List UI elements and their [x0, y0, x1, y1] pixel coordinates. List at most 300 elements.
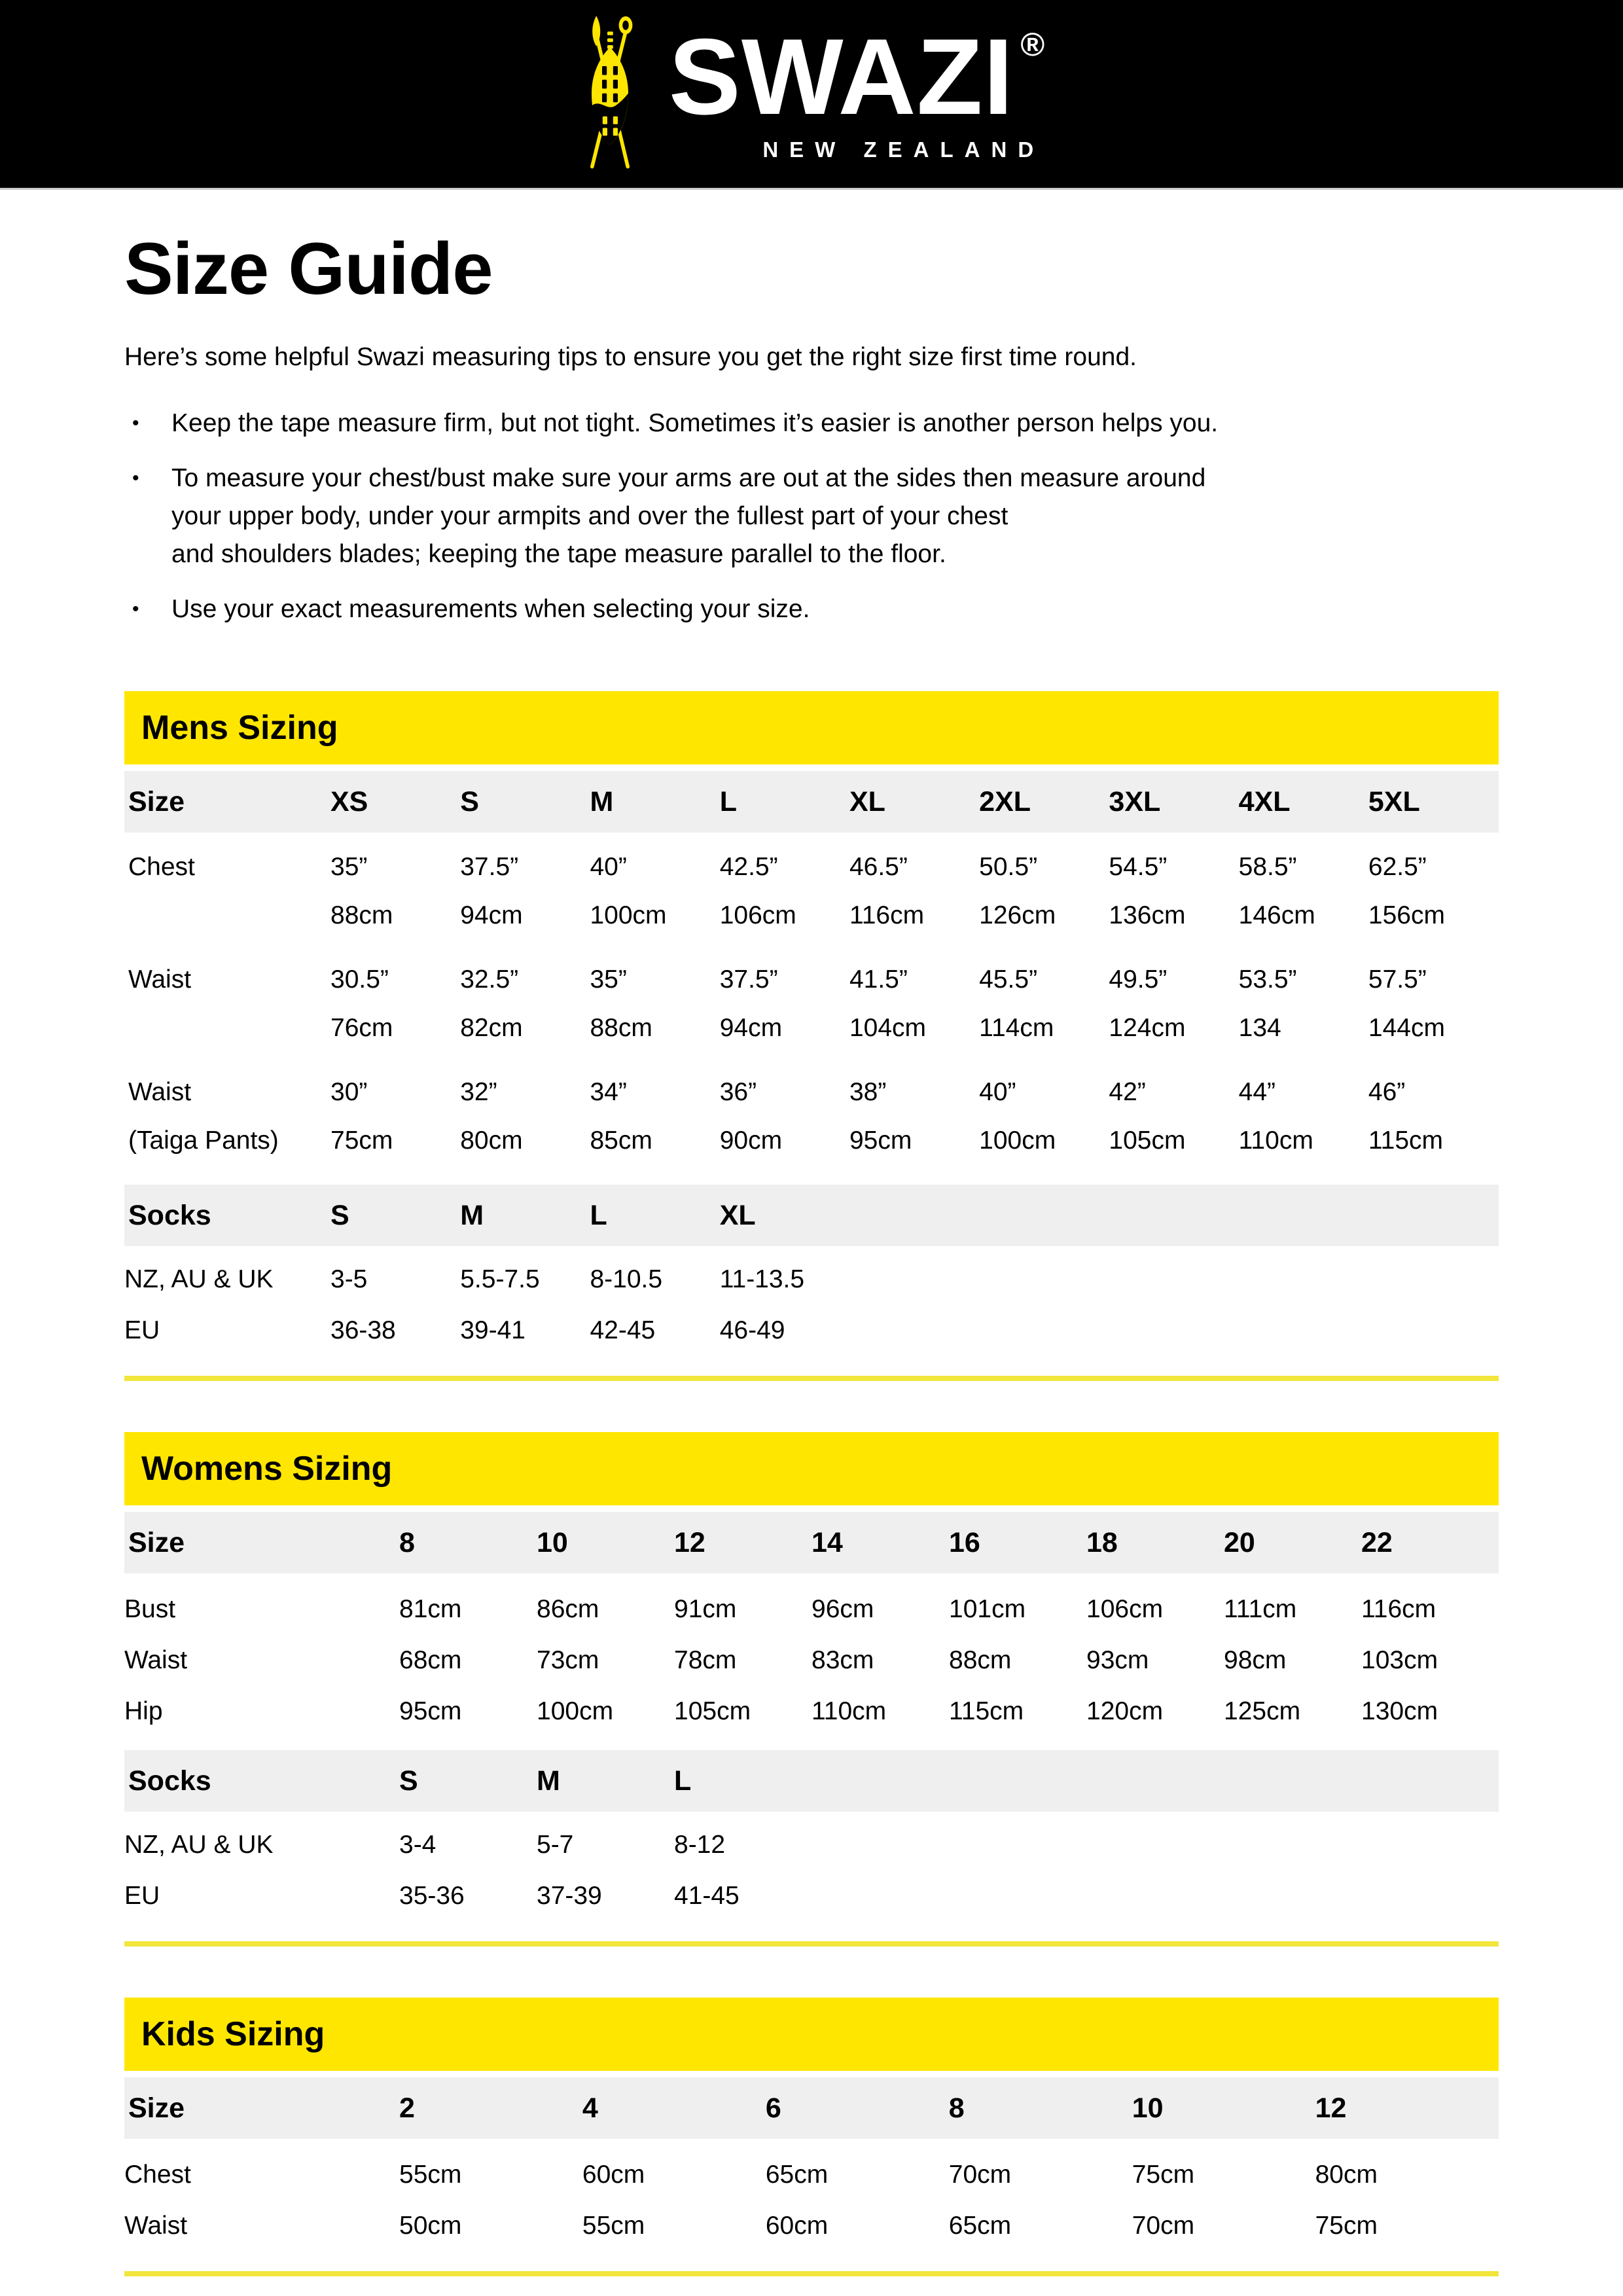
column-header-text: Size	[128, 785, 185, 817]
cell-value: 60cm	[765, 2212, 829, 2240]
row-label-header	[124, 1200, 330, 1232]
measurement-cell	[979, 1077, 1109, 1156]
value-inches: 30”	[330, 1078, 368, 1107]
column-header-text: 4	[582, 2092, 598, 2124]
column-header-text: 16	[949, 1526, 980, 1558]
row-label	[124, 1634, 399, 1685]
column-header	[399, 2092, 582, 2125]
cell-value: 83cm	[812, 1646, 874, 1675]
column-header	[1368, 786, 1498, 818]
cell-value: 37-39	[537, 1882, 602, 1910]
column-header	[582, 2092, 766, 2125]
value-inches: 62.5”	[1368, 853, 1427, 882]
column-header	[674, 1527, 812, 1559]
cell-value: 65cm	[765, 2161, 829, 2189]
list-item-line: and shoulders blades; keeping the tape measure parallel to the floor.	[171, 540, 946, 569]
mens-section-title: Mens Sizing	[141, 709, 338, 747]
value-cm: 115cm	[1368, 1126, 1444, 1155]
value-cell	[1361, 1685, 1499, 1736]
cell-value: 55cm	[399, 2161, 462, 2189]
womens-section-title: Womens Sizing	[141, 1450, 393, 1488]
value-cell	[1361, 1583, 1499, 1634]
row-label-text: Chest	[124, 2161, 191, 2189]
measurement-cell	[1239, 852, 1368, 931]
value-cell	[720, 1253, 849, 1304]
row-label	[124, 1253, 330, 1304]
cell-value: 8-10.5	[590, 1265, 663, 1294]
measurement-cell	[720, 1077, 849, 1156]
row-label-text: EU	[124, 1316, 160, 1345]
cell-value: 70cm	[1132, 2212, 1195, 2240]
bullet-icon: •	[132, 598, 139, 620]
measurement-cell	[1368, 965, 1498, 1043]
registered-mark-icon: ®	[1020, 26, 1045, 63]
value-cm: 104cm	[849, 1014, 926, 1043]
column-header-text: 2	[399, 2092, 415, 2124]
column-header-text: L	[674, 1765, 692, 1797]
value-cell	[949, 1634, 1086, 1685]
cell-value: 96cm	[812, 1595, 874, 1624]
measurement-cell	[460, 1077, 590, 1156]
value-inches: 54.5”	[1109, 853, 1168, 882]
row-label	[124, 1685, 399, 1736]
value-cm: 94cm	[460, 901, 523, 930]
row-label	[124, 2148, 399, 2199]
row-label-header	[124, 1765, 399, 1797]
row-label-header	[124, 786, 330, 818]
column-header-text: M	[537, 1765, 560, 1797]
value-inches: 46.5”	[849, 853, 908, 882]
value-cell	[674, 1634, 812, 1685]
measurement-cell	[1368, 852, 1498, 931]
column-header-text: L	[590, 1199, 607, 1231]
value-cell	[1361, 1634, 1499, 1685]
column-header	[949, 2092, 1132, 2125]
value-cm: 94cm	[719, 1014, 783, 1043]
cell-value: 105cm	[674, 1697, 751, 1726]
value-cm: 134	[1238, 1014, 1281, 1043]
cell-value: 95cm	[399, 1697, 462, 1726]
value-cm: 76cm	[330, 1014, 393, 1043]
value-inches: 50.5”	[979, 853, 1038, 882]
list-item-text	[171, 404, 1218, 442]
cell-value: 39-41	[460, 1316, 526, 1345]
value-inches: 32”	[460, 1078, 497, 1107]
measurement-cell	[330, 965, 460, 1043]
value-cm: 80cm	[460, 1126, 523, 1155]
value-cell	[1086, 1685, 1224, 1736]
swazi-logo	[668, 16, 1045, 162]
value-cm: 100cm	[590, 901, 667, 930]
value-inches: 38”	[849, 1078, 887, 1107]
column-header-text: Size	[128, 2092, 185, 2124]
column-header-text: 5XL	[1368, 785, 1420, 817]
value-cell	[1086, 1634, 1224, 1685]
measurement-cell	[1239, 965, 1368, 1043]
list-item	[124, 590, 1499, 628]
column-header	[330, 1200, 460, 1232]
column-header	[1315, 2092, 1499, 2125]
column-header	[674, 1765, 812, 1797]
column-header	[1239, 786, 1368, 818]
column-header	[399, 1765, 537, 1797]
value-inches: 49.5”	[1109, 965, 1168, 994]
mens-taiga-waist-row	[124, 1058, 1499, 1170]
column-header	[720, 786, 849, 818]
kids-section-divider	[124, 2271, 1499, 2276]
column-header-text: Socks	[128, 1765, 211, 1797]
cell-value: 73cm	[537, 1646, 599, 1675]
mens-socks-eu-row	[124, 1304, 1499, 1355]
column-header-text: 4XL	[1238, 785, 1291, 817]
swazi-shield-icon	[579, 13, 641, 175]
column-header	[1132, 2092, 1315, 2125]
value-cm: 90cm	[719, 1126, 783, 1155]
value-cell	[1224, 1634, 1361, 1685]
cell-value: 130cm	[1361, 1697, 1438, 1726]
value-cm: 95cm	[849, 1126, 912, 1155]
column-header	[1224, 1527, 1361, 1559]
column-header-text: XS	[330, 785, 368, 817]
list-item	[124, 404, 1499, 442]
brand-country: NEW ZEALAND	[762, 137, 1045, 162]
column-header	[849, 786, 979, 818]
mens-waist-row	[124, 945, 1499, 1058]
cell-value: 50cm	[399, 2212, 462, 2240]
value-cell	[537, 1583, 674, 1634]
cell-value: 46-49	[719, 1316, 785, 1345]
list-item-line: To measure your chest/bust make sure your arms are out at the sides then measure around	[171, 464, 1206, 493]
value-cm: 88cm	[590, 1014, 652, 1043]
cell-value: 115cm	[949, 1697, 1024, 1726]
value-cell	[674, 1818, 812, 1869]
row-label	[124, 1304, 330, 1355]
womens-socks-eu-row	[124, 1869, 1499, 1920]
measurement-cell	[849, 1077, 979, 1156]
value-cm: 105cm	[1109, 1126, 1186, 1155]
value-inches: 35”	[330, 853, 368, 882]
value-cell	[812, 1685, 949, 1736]
cell-value: 110cm	[812, 1697, 887, 1726]
womens-table-header-row	[124, 1512, 1499, 1573]
cell-value: 5-7	[537, 1831, 574, 1859]
measurement-cell	[1239, 1077, 1368, 1156]
womens-section	[124, 1432, 1499, 1946]
mens-table-header-row	[124, 771, 1499, 833]
column-header-text: S	[330, 1199, 349, 1231]
value-cell	[330, 1304, 460, 1355]
value-cm: 124cm	[1109, 1014, 1186, 1043]
mens-section-divider	[124, 1376, 1499, 1381]
column-header	[590, 1200, 719, 1232]
list-item-text	[171, 459, 1205, 573]
measurement-cell	[1109, 965, 1238, 1043]
value-cell	[674, 1583, 812, 1634]
column-header-text: 20	[1224, 1526, 1255, 1558]
row-label-text: Bust	[124, 1595, 176, 1624]
row-label-text: Waist	[124, 1646, 188, 1675]
value-cm: 126cm	[979, 901, 1056, 930]
column-header-text: 10	[1132, 2092, 1164, 2124]
value-cell	[582, 2199, 766, 2250]
page-title: Size Guide	[124, 228, 493, 310]
value-cm: 100cm	[979, 1126, 1056, 1155]
cell-value: 80cm	[1315, 2161, 1378, 2189]
column-header-text: XL	[849, 785, 885, 817]
kids-section	[124, 1998, 1499, 2276]
row-label-text: NZ, AU & UK	[124, 1831, 274, 1859]
measurement-cell	[1109, 852, 1238, 931]
brand-wordmark: SWAZI	[668, 16, 1014, 137]
cell-value: 55cm	[582, 2212, 645, 2240]
value-inches: 42.5”	[719, 853, 778, 882]
value-inches: 40”	[590, 853, 627, 882]
row-label-header	[124, 2092, 399, 2125]
row-label-header	[124, 1527, 399, 1559]
list-item-line: your upper body, under your armpits and over the fullest part of your chest	[171, 502, 1008, 531]
row-label	[124, 852, 330, 931]
list-item-line: Use your exact measurements when selecting your size.	[171, 595, 810, 624]
column-header-text: 10	[537, 1526, 568, 1558]
row-label-line1: Waist	[128, 1078, 192, 1107]
row-label	[124, 1077, 330, 1156]
value-cm: 85cm	[590, 1126, 652, 1155]
value-cell	[1224, 1685, 1361, 1736]
page-content	[0, 228, 1623, 2276]
cell-value: 3-4	[399, 1831, 437, 1859]
cell-value: 68cm	[399, 1646, 462, 1675]
value-cm: 114cm	[979, 1014, 1054, 1043]
measurement-cell	[979, 852, 1109, 931]
value-cm: 156cm	[1368, 901, 1445, 930]
womens-section-divider	[124, 1941, 1499, 1946]
column-header-text: 6	[765, 2092, 781, 2124]
column-header-text: Socks	[128, 1199, 211, 1231]
column-header	[949, 1527, 1086, 1559]
value-cm: 144cm	[1368, 1014, 1445, 1043]
list-item-text	[171, 590, 810, 628]
value-cm: 106cm	[719, 901, 796, 930]
value-cell	[949, 1685, 1086, 1736]
value-cm: 116cm	[849, 901, 925, 930]
cell-value: 60cm	[582, 2161, 645, 2189]
kids-section-title: Kids Sizing	[141, 2015, 325, 2054]
value-cm: 136cm	[1109, 901, 1186, 930]
intro-text: Here’s some helpful Swazi measuring tips to ensure you get the right size first time round.	[124, 343, 1137, 372]
value-cell	[582, 2148, 766, 2199]
cell-value: 98cm	[1224, 1646, 1287, 1675]
value-cell	[1315, 2148, 1499, 2199]
value-inches: 42”	[1109, 1078, 1146, 1107]
row-label-line2: (Taiga Pants)	[128, 1126, 279, 1155]
value-cell	[399, 1634, 537, 1685]
bullet-icon: •	[132, 412, 139, 435]
value-cm: 110cm	[1238, 1126, 1313, 1155]
column-header	[766, 2092, 949, 2125]
measurement-cell	[590, 965, 719, 1043]
value-cm: 88cm	[330, 901, 393, 930]
measurement-cell	[849, 852, 979, 931]
value-cell	[399, 2199, 582, 2250]
mens-socks-header-row	[124, 1185, 1499, 1246]
womens-socks-header-row	[124, 1750, 1499, 1812]
value-inches: 58.5”	[1238, 853, 1297, 882]
value-cell	[674, 1685, 812, 1736]
cell-value: 101cm	[949, 1595, 1026, 1624]
value-cell	[399, 1869, 537, 1920]
cell-value: 86cm	[537, 1595, 599, 1624]
kids-waist-row	[124, 2199, 1499, 2250]
kids-section-banner	[124, 1998, 1499, 2071]
value-inches: 46”	[1368, 1078, 1406, 1107]
value-cell	[1132, 2148, 1315, 2199]
womens-socks-nz-row	[124, 1818, 1499, 1869]
column-header-text: M	[460, 1199, 484, 1231]
measurement-cell	[330, 1077, 460, 1156]
value-cell	[537, 1869, 674, 1920]
cell-value: 106cm	[1086, 1595, 1164, 1624]
column-header-text: 22	[1361, 1526, 1393, 1558]
brand-header	[0, 0, 1623, 190]
row-label-line1: Chest	[128, 853, 195, 882]
cell-value: 5.5-7.5	[460, 1265, 540, 1294]
value-cell	[1315, 2199, 1499, 2250]
kids-chest-row	[124, 2148, 1499, 2199]
column-header	[537, 1765, 674, 1797]
column-header	[399, 1527, 537, 1559]
column-header-text: XL	[719, 1199, 756, 1231]
column-header	[1109, 786, 1238, 818]
column-header	[812, 1527, 949, 1559]
measurement-cell	[720, 852, 849, 931]
measurement-cell	[590, 1077, 719, 1156]
value-cell	[766, 2199, 949, 2250]
value-inches: 53.5”	[1238, 965, 1297, 994]
value-inches: 37.5”	[460, 853, 519, 882]
cell-value: 42-45	[590, 1316, 656, 1345]
cell-value: 100cm	[537, 1697, 614, 1726]
mens-chest-row	[124, 833, 1499, 945]
cell-value: 120cm	[1086, 1697, 1164, 1726]
row-label	[124, 1583, 399, 1634]
mens-section	[124, 691, 1499, 1381]
value-cell	[1132, 2199, 1315, 2250]
cell-value: 93cm	[1086, 1646, 1149, 1675]
measurement-cell	[330, 852, 460, 931]
cell-value: 111cm	[1224, 1595, 1297, 1624]
value-cell	[460, 1304, 590, 1355]
column-header-text: Size	[128, 1526, 185, 1558]
column-header-text: 14	[812, 1526, 843, 1558]
column-header	[1086, 1527, 1224, 1559]
value-cell	[1086, 1583, 1224, 1634]
cell-value: 3-5	[330, 1265, 368, 1294]
value-cell	[766, 2148, 949, 2199]
value-cell	[537, 1634, 674, 1685]
value-cm: 75cm	[330, 1126, 393, 1155]
value-inches: 35”	[590, 965, 627, 994]
column-header	[979, 786, 1109, 818]
cell-value: 11-13.5	[719, 1265, 805, 1294]
value-cell	[812, 1583, 949, 1634]
cell-value: 88cm	[949, 1646, 1012, 1675]
value-cell	[537, 1685, 674, 1736]
value-inches: 36”	[719, 1078, 757, 1107]
row-label-line1: Waist	[128, 965, 192, 994]
cell-value: 91cm	[674, 1595, 737, 1624]
value-cell	[720, 1304, 849, 1355]
column-header-text: 12	[674, 1526, 705, 1558]
cell-value: 103cm	[1361, 1646, 1438, 1675]
value-cell	[674, 1869, 812, 1920]
column-header-text: 3XL	[1109, 785, 1161, 817]
row-label	[124, 1818, 399, 1869]
womens-hip-row	[124, 1685, 1499, 1736]
row-label	[124, 965, 330, 1043]
cell-value: 8-12	[674, 1831, 726, 1859]
cell-value: 70cm	[948, 2161, 1012, 2189]
measurement-cell	[460, 965, 590, 1043]
column-header-text: S	[460, 785, 479, 817]
womens-section-banner	[124, 1432, 1499, 1505]
womens-waist-row	[124, 1634, 1499, 1685]
value-cell	[949, 2148, 1132, 2199]
measurement-cell	[590, 852, 719, 931]
kids-table-header-row	[124, 2077, 1499, 2139]
womens-bust-row	[124, 1583, 1499, 1634]
column-header	[330, 786, 460, 818]
value-cell	[1224, 1583, 1361, 1634]
row-label	[124, 1869, 399, 1920]
cell-value: 116cm	[1361, 1595, 1436, 1624]
column-header-text: 8	[948, 2092, 965, 2124]
value-cell	[399, 1583, 537, 1634]
value-cell	[590, 1253, 719, 1304]
column-header-text: 12	[1315, 2092, 1347, 2124]
row-label-text: Hip	[124, 1697, 163, 1726]
measurement-cell	[849, 965, 979, 1043]
value-inches: 44”	[1238, 1078, 1276, 1107]
mens-section-banner	[124, 691, 1499, 764]
column-header-text: M	[590, 785, 614, 817]
column-header	[590, 786, 719, 818]
cell-value: 78cm	[674, 1646, 737, 1675]
value-cell	[330, 1253, 460, 1304]
column-header	[460, 1200, 590, 1232]
mens-socks-nz-row	[124, 1253, 1499, 1304]
row-label-text: EU	[124, 1882, 160, 1910]
column-header-text: 8	[399, 1526, 415, 1558]
list-item	[124, 459, 1499, 573]
row-label-text: NZ, AU & UK	[124, 1265, 274, 1294]
column-header-text: 2XL	[979, 785, 1031, 817]
measurement-cell	[1368, 1077, 1498, 1156]
value-cm: 146cm	[1238, 901, 1315, 930]
measurement-cell	[460, 852, 590, 931]
cell-value: 36-38	[330, 1316, 396, 1345]
value-cell	[812, 1634, 949, 1685]
row-label-text: Waist	[124, 2212, 188, 2240]
cell-value: 81cm	[399, 1595, 462, 1624]
row-label	[124, 2199, 399, 2250]
measurement-cell	[979, 965, 1109, 1043]
value-cell	[460, 1253, 590, 1304]
cell-value: 75cm	[1315, 2212, 1378, 2240]
cell-value: 35-36	[399, 1882, 465, 1910]
value-inches: 34”	[590, 1078, 627, 1107]
value-inches: 57.5”	[1368, 965, 1427, 994]
value-cell	[949, 2199, 1132, 2250]
